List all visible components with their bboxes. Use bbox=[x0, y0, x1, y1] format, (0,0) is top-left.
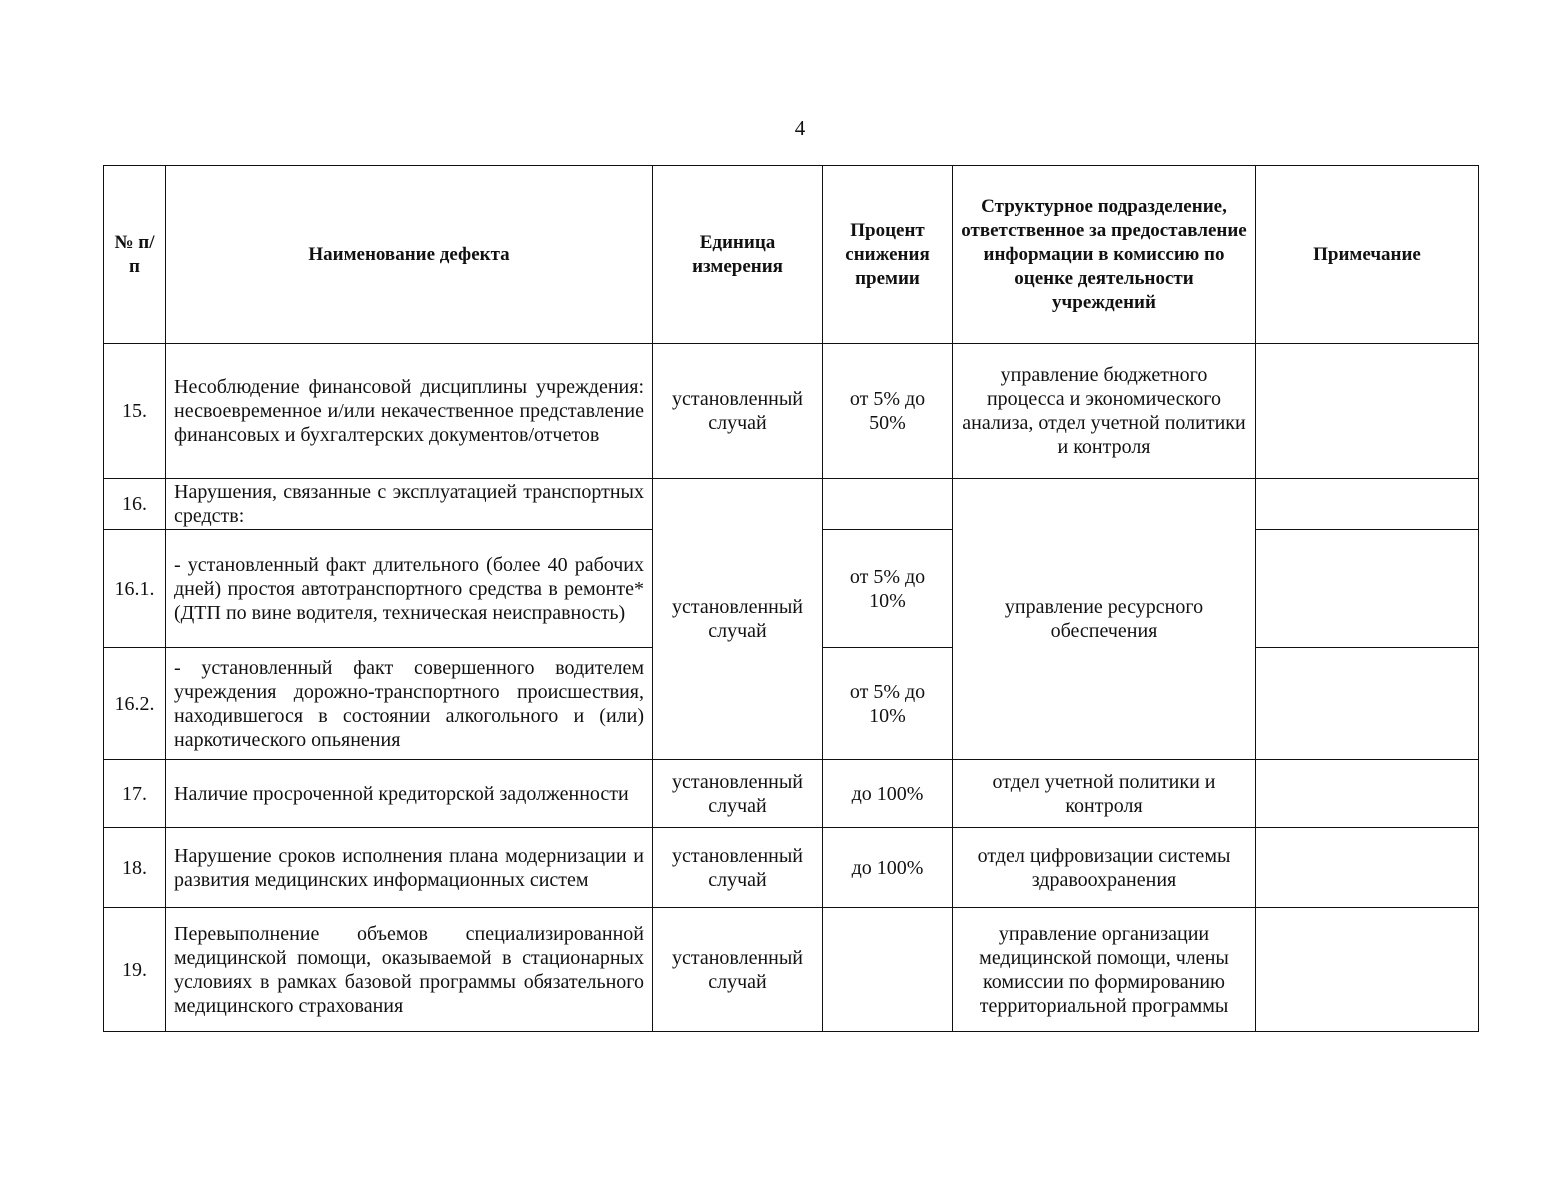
defects-table bbox=[103, 165, 1479, 1032]
row-name: Нарушение сроков исполнения плана модернизации и развития медицинских информационных систем bbox=[166, 828, 653, 908]
table-row bbox=[104, 828, 1479, 908]
row-name: - установленный факт совершенного водителем учреждения дорожно-транспортного происшествия, находившегося в состоянии алкогольного и (или) наркотического опьянения bbox=[166, 648, 653, 760]
row-note bbox=[1256, 828, 1479, 908]
header-percent: Процент снижения премии bbox=[823, 166, 953, 344]
row-num: 16.2. bbox=[104, 648, 166, 760]
table-header-row bbox=[104, 166, 1479, 344]
table-row bbox=[104, 760, 1479, 828]
row-percent: до 100% bbox=[823, 828, 953, 908]
row-unit: установленный случай bbox=[653, 760, 823, 828]
row-name: - установленный факт длительного (более 40 рабочих дней) простоя автотранспортного средства в ремонте* (ДТП по вине водителя, техническая неисправность) bbox=[166, 530, 653, 648]
page-number: 4 bbox=[794, 116, 806, 140]
row-note bbox=[1256, 760, 1479, 828]
row-unit: установленный случай bbox=[653, 344, 823, 479]
row-percent: от 5% до 50% bbox=[823, 344, 953, 479]
row-unit: установленный случай bbox=[653, 479, 823, 760]
row-department: отдел цифровизации системы здравоохранения bbox=[953, 828, 1256, 908]
row-num: 15. bbox=[104, 344, 166, 479]
row-department: управление организации медицинской помощи, члены комиссии по формированию территориальной программы bbox=[953, 908, 1256, 1032]
row-note bbox=[1256, 908, 1479, 1032]
header-note: Примечание bbox=[1256, 166, 1479, 344]
row-num: 16. bbox=[104, 479, 166, 530]
row-num: 19. bbox=[104, 908, 166, 1032]
header-num: № п/п bbox=[104, 166, 166, 344]
row-name: Наличие просроченной кредиторской задолженности bbox=[166, 760, 653, 828]
row-percent: до 100% bbox=[823, 760, 953, 828]
row-percent: от 5% до 10% bbox=[823, 530, 953, 648]
row-note bbox=[1256, 479, 1479, 530]
row-num: 16.1. bbox=[104, 530, 166, 648]
table-row bbox=[104, 908, 1479, 1032]
header-department: Структурное подразделение, ответственное за предоставление информации в комиссию по оценке деятельности учреждений bbox=[953, 166, 1256, 344]
row-name: Несоблюдение финансовой дисциплины учреждения: несвоевременное и/или некачественное представление финансовых и бухгалтерских документов/отчетов bbox=[166, 344, 653, 479]
header-name: Наименование дефекта bbox=[166, 166, 653, 344]
row-percent bbox=[823, 479, 953, 530]
row-department: отдел учетной политики и контроля bbox=[953, 760, 1256, 828]
row-num: 17. bbox=[104, 760, 166, 828]
row-department: управление ресурсного обеспечения bbox=[953, 479, 1256, 760]
row-num: 18. bbox=[104, 828, 166, 908]
header-unit: Единица измерения bbox=[653, 166, 823, 344]
table-row bbox=[104, 344, 1479, 479]
table-row bbox=[104, 479, 1479, 530]
row-note bbox=[1256, 530, 1479, 648]
row-name: Нарушения, связанные с эксплуатацией транспортных средств: bbox=[166, 479, 653, 530]
row-unit: установленный случай bbox=[653, 908, 823, 1032]
row-percent bbox=[823, 908, 953, 1032]
row-note bbox=[1256, 648, 1479, 760]
row-note bbox=[1256, 344, 1479, 479]
row-name: Перевыполнение объемов специализированной медицинской помощи, оказываемой в стационарных условиях в рамках базовой программы обязательного медицинского страхования bbox=[166, 908, 653, 1032]
row-unit: установленный случай bbox=[653, 828, 823, 908]
row-department: управление бюджетного процесса и экономического анализа, отдел учетной политики и контроля bbox=[953, 344, 1256, 479]
row-percent: от 5% до 10% bbox=[823, 648, 953, 760]
